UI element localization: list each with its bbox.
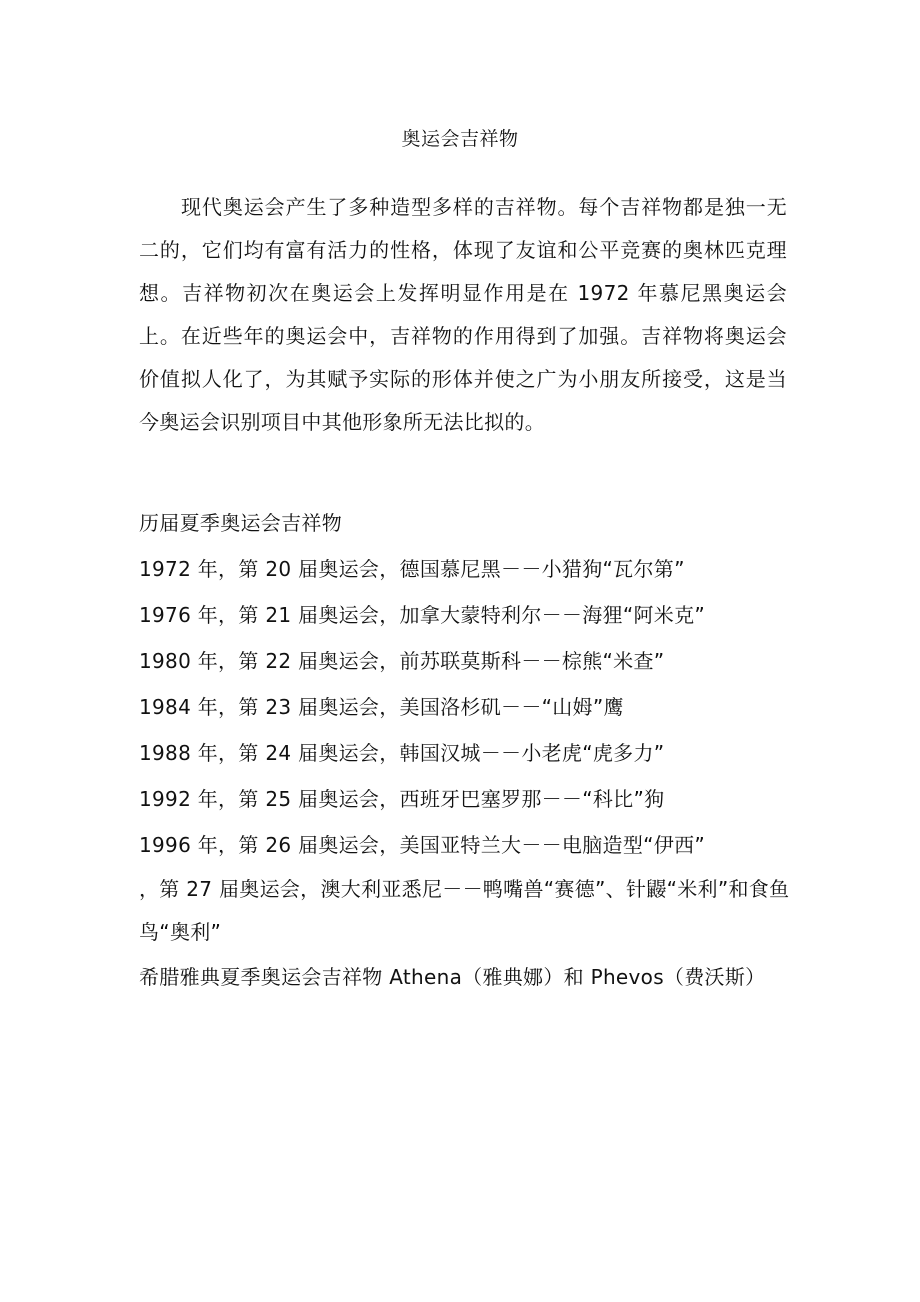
list-item: 1992 年，第 25 届奥运会，西班牙巴塞罗那－－“科比”狗 [139, 787, 665, 811]
list-item: ，第 27 届奥运会，澳大利亚悉尼－－鸭嘴兽“赛德”、针鼹“米利”和食鱼鸟“奥利” [139, 877, 790, 944]
list-item: 1984 年，第 23 届奥运会，美国洛杉矶－－“山姆”鹰 [139, 695, 624, 719]
list-item: 希腊雅典夏季奥运会吉祥物 Athena（雅典娜）和 Phevos（费沃斯） [139, 965, 766, 989]
list-item: 1988 年，第 24 届奥运会，韩国汉城－－小老虎“虎多力” [139, 741, 665, 765]
list-item: 1976 年，第 21 届奥运会，加拿大蒙特利尔－－海狸“阿米克” [139, 603, 706, 627]
intro-paragraph: 现代奥运会产生了多种造型多样的吉祥物。每个吉祥物都是独一无二的，它们均有富有活力的性格，体现了友谊和公平竞赛的奥林匹克理想。吉祥物初次在奥运会上发挥明显作用是在 1972 年慕尼黑奥运会上。在近些年的奥运会中，吉祥物的作用得到了加强。吉祥物将奥运会价值拟人化了，为其赋予实际的形体并使之广为小朋友所接受，这是当今奥运会识别项目中其他形象所无法比拟的。 [139, 195, 787, 434]
list-item: 1972 年，第 20 届奥运会，德国慕尼黑－－小猎狗“瓦尔第” [139, 557, 685, 581]
list-item: 1980 年，第 22 届奥运会，前苏联莫斯科－－棕熊“米查” [139, 649, 665, 673]
mascot-list [139, 500, 799, 1000]
document-title: 奥运会吉祥物 [401, 128, 519, 150]
section-heading: 历届夏季奥运会吉祥物 [139, 511, 342, 535]
list-item: 1996 年，第 26 届奥运会，美国亚特兰大－－电脑造型“伊西” [139, 833, 706, 857]
